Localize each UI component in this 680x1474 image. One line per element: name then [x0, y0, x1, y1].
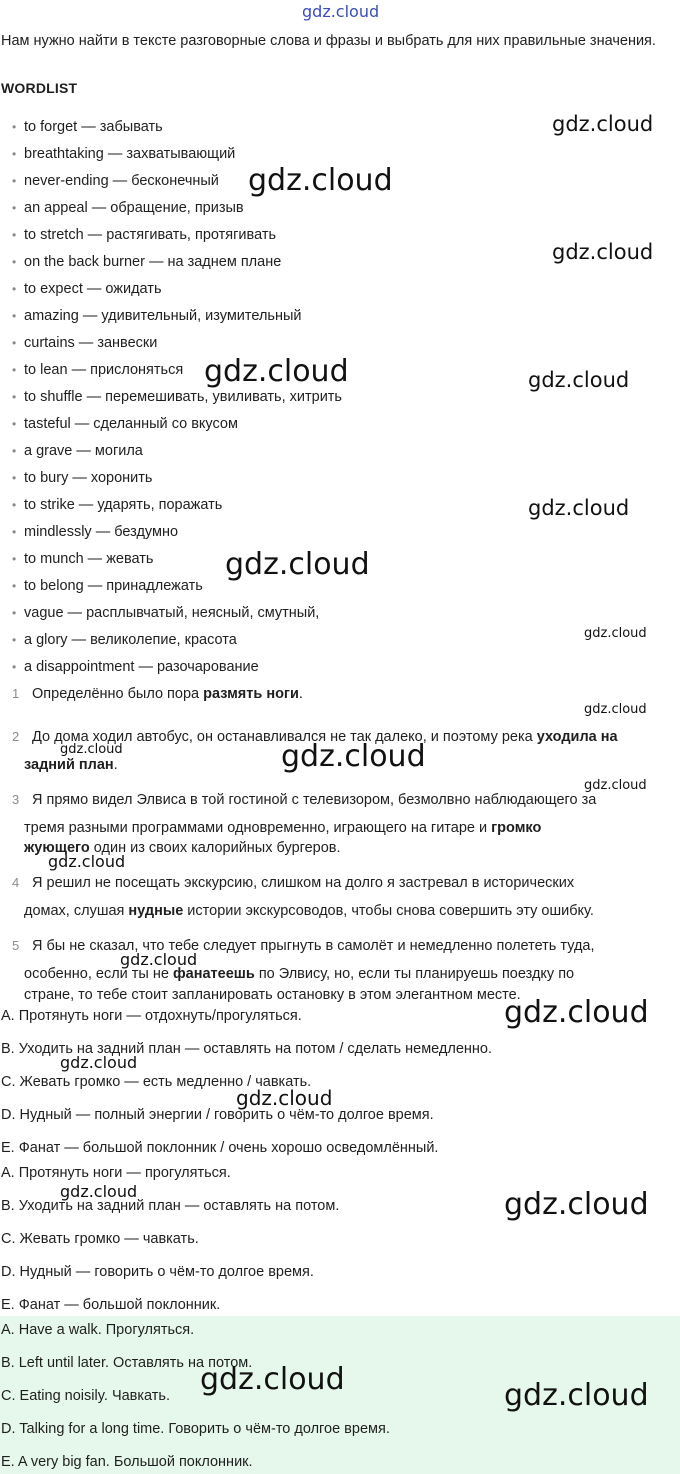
watermark: gdz.cloud [584, 778, 647, 793]
bullet-icon: • [12, 417, 17, 431]
watermark: gdz.cloud [528, 496, 630, 520]
example-sentence-3-cont: тремя разными программами одновременно, играющего на гитаре и громко [24, 820, 542, 836]
bullet-icon: • [12, 255, 17, 269]
list-item: • to strike — ударять, поражать [12, 492, 342, 519]
example-sentence-2: До дома ходил автобус, он останавливался не так далеко, и поэтому река уходила на [32, 729, 618, 745]
wordlist-heading: WORDLIST [1, 80, 78, 96]
list-item: • to expect — ожидать [12, 276, 342, 303]
bullet-icon: • [12, 606, 17, 620]
option-c: C. Жевать громко — есть медленно / чавкать. [1, 1074, 312, 1090]
watermark: gdz.cloud [552, 112, 654, 136]
watermark: gdz.cloud [528, 368, 630, 392]
bullet-icon: • [12, 633, 17, 647]
bullet-icon: • [12, 660, 17, 674]
option-a: A. Протянуть ноги — отдохнуть/прогуляться. [1, 1008, 302, 1024]
bullet-icon: • [12, 498, 17, 512]
bullet-icon: • [12, 363, 17, 377]
option-e: E. Фанат — большой поклонник / очень хорошо осведомлённый. [1, 1140, 439, 1156]
list-item: • a grave — могила [12, 438, 342, 465]
watermark: gdz.cloud [281, 739, 426, 774]
bullet-icon: • [12, 174, 17, 188]
list-item: • a glory — великолепие, красота [12, 627, 342, 654]
list-item: • an appeal — обращение, призыв [12, 195, 342, 222]
bullet-icon: • [12, 552, 17, 566]
list-item: • never-ending — бесконечный [12, 168, 342, 195]
bullet-icon: • [12, 444, 17, 458]
list-item: • to belong — принадлежать [12, 573, 342, 600]
list-item: • tasteful — сделанный со вкусом [12, 411, 342, 438]
example-number: 2 [12, 729, 20, 744]
wordlist [12, 114, 342, 681]
watermark: gdz.cloud [120, 950, 198, 969]
watermark: gdz.cloud [225, 547, 370, 582]
answer-e: E. Фанат — большой поклонник. [1, 1297, 221, 1313]
answer-en-b: B. Left until later. Оставлять на потом. [1, 1355, 253, 1371]
answer-c: C. Жевать громко — чавкать. [1, 1231, 199, 1247]
answer-en-a: A. Have a walk. Прогуляться. [1, 1322, 195, 1338]
watermark: gdz.cloud [200, 1362, 345, 1397]
watermark: gdz.cloud [60, 1182, 138, 1201]
example-number: 3 [12, 792, 20, 807]
bullet-icon: • [12, 228, 17, 242]
watermark: gdz.cloud [504, 995, 649, 1030]
example-sentence-1: Определённо было пора размять ноги. [32, 686, 303, 702]
watermark: gdz.cloud [60, 1053, 138, 1072]
watermark: gdz.cloud [552, 240, 654, 264]
watermark: gdz.cloud [584, 626, 647, 641]
example-sentence-5: Я бы не сказал, что тебе следует прыгнуть в самолёт и немедленно полететь туда, [32, 938, 595, 954]
bullet-icon: • [12, 471, 17, 485]
example-sentence-3-cont: жующего один из своих калорийных бургеров. [24, 840, 341, 856]
example-number: 1 [12, 686, 20, 701]
bullet-icon: • [12, 282, 17, 296]
list-item: • on the back burner — на заднем плане [12, 249, 342, 276]
watermark: gdz.cloud [248, 163, 393, 198]
watermark: gdz.cloud [584, 702, 647, 717]
list-item: • a disappointment — разочарование [12, 654, 342, 681]
example-sentence-3: Я прямо видел Элвиса в той гостиной с телевизором, безмолвно наблюдающего за [32, 792, 597, 808]
list-item: • to bury — хоронить [12, 465, 342, 492]
watermark: gdz.cloud [236, 1086, 333, 1110]
list-item: • curtains — занвески [12, 330, 342, 357]
answer-en-d: D. Talking for a long time. Говорить о чём-то долгое время. [1, 1421, 390, 1437]
answer-a: A. Протянуть ноги — прогуляться. [1, 1165, 231, 1181]
example-number: 4 [12, 875, 20, 890]
list-item: • vague — расплывчатый, неясный, смутный, [12, 600, 342, 627]
bullet-icon: • [12, 525, 17, 539]
bullet-icon: • [12, 579, 17, 593]
list-item: • to lean — прислоняться [12, 357, 342, 384]
list-item: • mindlessly — бездумно [12, 519, 342, 546]
list-item: • to stretch — растягивать, протягивать [12, 222, 342, 249]
option-b: B. Уходить на задний план — оставлять на потом / сделать немедленно. [1, 1041, 493, 1057]
answer-b: B. Уходить на задний план — оставлять на потом. [1, 1198, 340, 1214]
site-logo[interactable]: gdz.cloud [302, 2, 380, 21]
option-d: D. Нудный — полный энергии / говорить о чём-то долгое время. [1, 1107, 434, 1123]
bullet-icon: • [12, 309, 17, 323]
list-item: • amazing — удивительный, изумительный [12, 303, 342, 330]
example-sentence-4: Я решил не посещать экскурсию, слишком на долго я застревал в исторических [32, 875, 575, 891]
list-item: • to shuffle — перемешивать, увиливать, хитрить [12, 384, 342, 411]
watermark: gdz.cloud [60, 742, 123, 757]
example-sentence-5-cont: особенно, если ты не фанатеешь по Элвису, но, если ты планируешь поездку по [24, 966, 575, 982]
intro-text: Нам нужно найти в тексте разговорные слова и фразы и выбрать для них правильные значения. [1, 33, 656, 49]
list-item: • breathtaking — захватывающий [12, 141, 342, 168]
bullet-icon: • [12, 201, 17, 215]
bullet-icon: • [12, 147, 17, 161]
bullet-icon: • [12, 336, 17, 350]
answer-en-c: C. Eating noisily. Чавкать. [1, 1388, 171, 1404]
example-sentence-5-cont: стране, то тебе стоит запланировать остановку в этом элегантном месте. [24, 987, 521, 1003]
example-sentence-4-cont: домах, слушая нудные истории экскурсоводов, чтобы снова совершить эту ошибку. [24, 903, 594, 919]
watermark: gdz.cloud [48, 852, 126, 871]
list-item: • to munch — жевать [12, 546, 342, 573]
watermark: gdz.cloud [204, 354, 349, 389]
watermark: gdz.cloud [504, 1378, 649, 1413]
answer-en-e: E. A very big fan. Большой поклонник. [1, 1454, 253, 1470]
watermark: gdz.cloud [504, 1187, 649, 1222]
example-sentence-2-cont: задний план. [24, 757, 118, 773]
bullet-icon: • [12, 390, 17, 404]
list-item: • to forget — забывать [12, 114, 342, 141]
example-number: 5 [12, 938, 20, 953]
answer-d: D. Нудный — говорить о чём-то долгое время. [1, 1264, 314, 1280]
bullet-icon: • [12, 120, 17, 134]
